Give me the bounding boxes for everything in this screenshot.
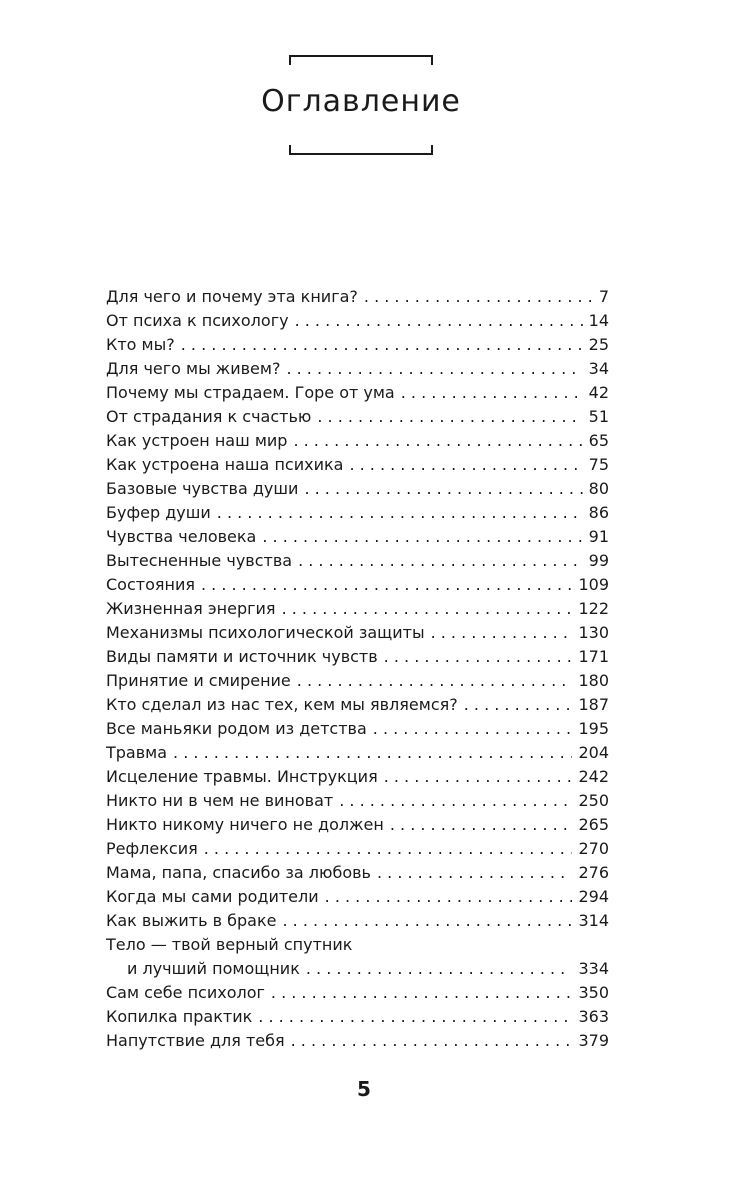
toc-entry-title: Виды памяти и источник чувств: [106, 647, 378, 666]
toc-entry-title: Напутствие для тебя: [106, 1031, 285, 1050]
toc-leader-dots: [298, 549, 583, 573]
toc-entry-page: 270: [578, 839, 609, 858]
toc-entry[interactable]: [106, 549, 609, 573]
toc-leader-dots: [431, 621, 573, 645]
toc-entry-title-line1: Тело — твой верный спутник: [106, 935, 353, 954]
toc-leader-dots: [325, 885, 573, 909]
toc-entry-two-line[interactable]: [106, 933, 609, 981]
toc-entry-page: 99: [588, 551, 609, 570]
toc-entry-page: 42: [588, 383, 609, 402]
toc-entry-page: 7: [598, 287, 609, 306]
toc-leader-dots: [271, 981, 573, 1005]
toc-entry[interactable]: [106, 645, 609, 669]
toc-leader-dots: [297, 669, 573, 693]
toc-entry-page: 109: [578, 575, 609, 594]
toc-entry-page: 91: [588, 527, 609, 546]
toc-leader-dots: [291, 1029, 573, 1053]
toc-entry-title: Как устроен наш мир: [106, 431, 288, 450]
toc-entry-title: Состояния: [106, 575, 195, 594]
toc-entry-page: 171: [578, 647, 609, 666]
toc-entry[interactable]: [106, 333, 609, 357]
toc-entry-page: 25: [588, 335, 609, 354]
toc-entry[interactable]: [106, 909, 609, 933]
toc-leader-dots: [384, 765, 573, 789]
toc-leader-dots: [349, 453, 582, 477]
toc-entry-title: Сам себе психолог: [106, 983, 265, 1002]
toc-entry[interactable]: [106, 453, 609, 477]
toc-entry-title: Никто ни в чем не виноват: [106, 791, 334, 810]
toc-entry[interactable]: [106, 597, 609, 621]
toc-leader-dots: [282, 909, 572, 933]
toc-entry-title: Жизненная энергия: [106, 599, 276, 618]
toc-entry-title: Никто никому ничего не должен: [106, 815, 384, 834]
toc-leader-dots: [304, 477, 582, 501]
toc-entry-title: Базовые чувства души: [106, 479, 299, 498]
toc-entry-title: Чувства человека: [106, 527, 257, 546]
toc-entry[interactable]: [106, 1005, 609, 1029]
toc-entry[interactable]: [106, 525, 609, 549]
toc-entry-title: Для чего мы живем?: [106, 359, 281, 378]
toc-entry-page: 363: [578, 1007, 609, 1026]
toc-entry[interactable]: [106, 1029, 609, 1053]
toc-entry-title: Травма: [106, 743, 168, 762]
toc-entry[interactable]: [106, 741, 609, 765]
toc-entry-page: 379: [578, 1031, 609, 1050]
toc-leader-dots: [204, 837, 573, 861]
toc-entry-title: Кто мы?: [106, 335, 175, 354]
toc-entry-page: 294: [578, 887, 609, 906]
toc-entry-page: 80: [588, 479, 609, 498]
toc-entry[interactable]: [106, 381, 609, 405]
toc-entry-title: Все маньяки родом из детства: [106, 719, 367, 738]
toc-leader-dots: [282, 597, 573, 621]
heading-frame-top: [289, 55, 433, 65]
toc-entry-title: Исцеление травмы. Инструкция: [106, 767, 378, 786]
toc-entry-title: Копилка практик: [106, 1007, 253, 1026]
toc-entry[interactable]: [106, 429, 609, 453]
toc-leader-dots: [364, 285, 593, 309]
toc-entry-page: 86: [588, 503, 609, 522]
toc-entry-page: 334: [578, 959, 609, 978]
toc-entry-title: Мама, папа, спасибо за любовь: [106, 863, 371, 882]
toc-entry[interactable]: [106, 885, 609, 909]
toc-entry-title: От психа к психологу: [106, 311, 289, 330]
page-title: Оглавление: [261, 84, 461, 119]
toc-entry[interactable]: [106, 357, 609, 381]
toc-leader-dots: [217, 501, 583, 525]
toc-entry-title: Кто сделал из нас тех, кем мы являемся?: [106, 695, 458, 714]
toc-entry-title: От страдания к счастью: [106, 407, 312, 426]
toc-entry-page: 350: [578, 983, 609, 1002]
toc-entry-title: Рефлексия: [106, 839, 198, 858]
toc-leader-dots: [306, 957, 573, 981]
toc-entry[interactable]: [106, 789, 609, 813]
toc-entry-page: 314: [578, 911, 609, 930]
toc-entry[interactable]: [106, 861, 609, 885]
toc-entry-title: Принятие и смирение: [106, 671, 291, 690]
toc-entry-title: Для чего и почему эта книга?: [106, 287, 358, 306]
toc-entry[interactable]: [106, 717, 609, 741]
toc-leader-dots: [384, 645, 573, 669]
toc-entry-page: 34: [588, 359, 609, 378]
toc-leader-dots: [373, 717, 573, 741]
toc-entry-page: 250: [578, 791, 609, 810]
toc-entry[interactable]: [106, 693, 609, 717]
toc-leader-dots: [464, 693, 573, 717]
toc-entry[interactable]: [106, 477, 609, 501]
toc-leader-dots: [258, 1005, 572, 1029]
toc-entry-page: 130: [578, 623, 609, 642]
toc-leader-dots: [377, 861, 572, 885]
toc-entry[interactable]: [106, 309, 609, 333]
toc-leader-dots: [339, 789, 572, 813]
toc-leader-dots: [262, 525, 582, 549]
toc-entry-title: Вытесненные чувства: [106, 551, 293, 570]
toc-entry[interactable]: [106, 573, 609, 597]
toc-leader-dots: [295, 309, 583, 333]
toc-leader-dots: [201, 573, 572, 597]
toc-entry-page: 276: [578, 863, 609, 882]
toc-leader-dots: [173, 741, 572, 765]
toc-entry[interactable]: [106, 669, 609, 693]
toc-entry[interactable]: [106, 765, 609, 789]
toc-leader-dots: [401, 381, 583, 405]
toc-entry-page: 122: [578, 599, 609, 618]
toc-entry-page: 195: [578, 719, 609, 738]
toc-entry-page: 14: [588, 311, 609, 330]
toc-leader-dots: [317, 405, 582, 429]
toc-entry-page: 75: [588, 455, 609, 474]
toc-leader-dots: [390, 813, 573, 837]
toc-entry[interactable]: [106, 405, 609, 429]
toc-entry[interactable]: [106, 981, 609, 1005]
toc-entry-title: Почему мы страдаем. Горе от ума: [106, 383, 395, 402]
toc-entry-title: Механизмы психологической защиты: [106, 623, 425, 642]
toc-entry-page: 187: [578, 695, 609, 714]
toc-entry-page: 180: [578, 671, 609, 690]
page-number: 5: [357, 1077, 371, 1101]
heading-frame-bottom: [289, 145, 433, 155]
toc-entry[interactable]: [106, 285, 609, 309]
toc-leader-dots: [293, 429, 582, 453]
toc-entry[interactable]: [106, 813, 609, 837]
toc-entry-page: 265: [578, 815, 609, 834]
toc-entry-title: Как устроена наша психика: [106, 455, 344, 474]
toc-entry-title: Когда мы сами родители: [106, 887, 319, 906]
toc-entry-page: 51: [588, 407, 609, 426]
toc-entry-page: 65: [588, 431, 609, 450]
toc-entry-title: Как выжить в браке: [106, 911, 277, 930]
toc-leader-dots: [286, 357, 582, 381]
toc-entry-page: 242: [578, 767, 609, 786]
toc-entry-page: 204: [578, 743, 609, 762]
toc-entry-title: Буфер души: [106, 503, 211, 522]
toc-entry[interactable]: [106, 501, 609, 525]
toc-leader-dots: [181, 333, 583, 357]
toc-entry-title: и лучший помощник: [127, 959, 300, 978]
toc-entry[interactable]: [106, 621, 609, 645]
toc-entry[interactable]: [106, 837, 609, 861]
table-of-contents: [106, 285, 609, 1053]
